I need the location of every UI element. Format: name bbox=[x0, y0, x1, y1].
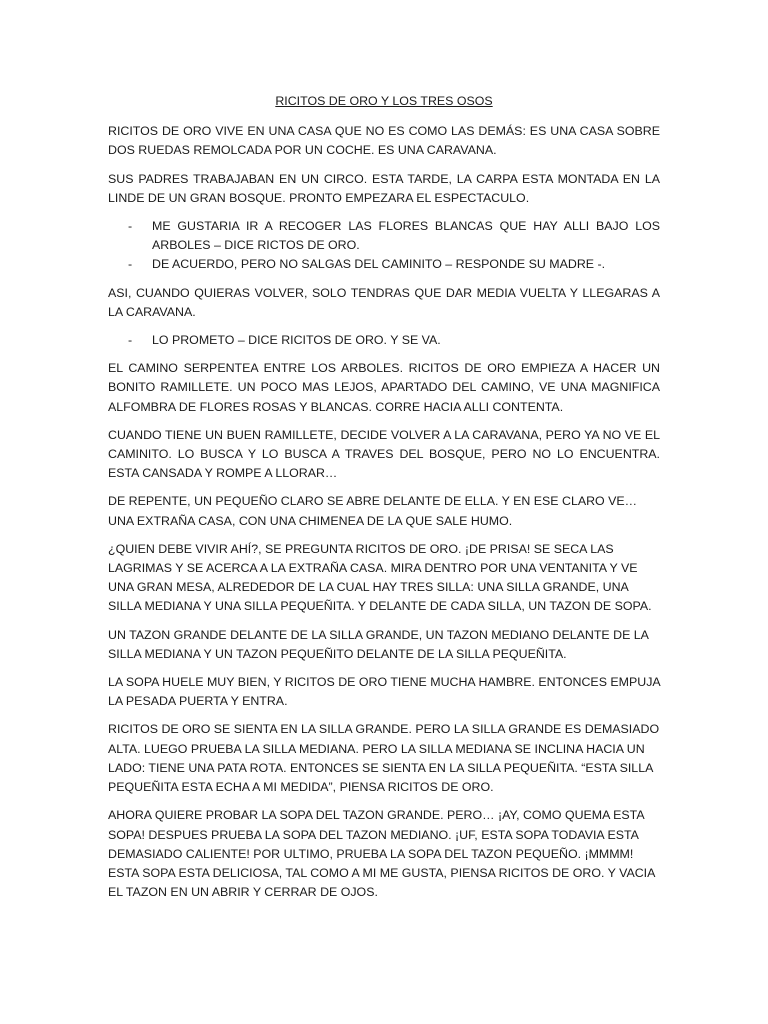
dialogue-text: LO PROMETO – DICE RICITOS DE ORO. Y SE VA. bbox=[152, 333, 441, 348]
paragraph-7: ¿QUIEN DEBE VIVIR AHÍ?, SE PREGUNTA RICITOS DE ORO. ¡DE PRISA! SE SECA LAS LAGRIMAS Y SE ACERCA A LA EXTRAÑA CASA. MIRA DENTRO POR UNA VENTANITA Y VE UNA GRAN MESA, ALREDEDOR DE LA CUAL HAY TRES SILLA: UNA SILLA GRANDE, UNA SILLA MEDIANA Y UNA SILLA PEQUEÑITA. Y DELANTE DE CADA SILLA, UN TAZON DE SOPA. bbox=[108, 541, 652, 614]
dialogue-text: ME GUSTARIA IR A RECOGER LAS FLORES BLANCAS QUE HAY ALLI BAJO LOS ARBOLES – DICE RICTOS DE ORO. bbox=[152, 219, 660, 253]
paragraph-4: EL CAMINO SERPENTEA ENTRE LOS ARBOLES. RICITOS DE ORO EMPIEZA A HACER UN BONITO RAMILLETE. UN POCO MAS LEJOS, APARTADO DEL CAMINO, VE UNA MAGNIFICA ALFOMBRA DE FLORES ROSAS Y BLANCAS. CORRE HACIA ALLI CONTENTA. bbox=[108, 361, 660, 414]
paragraph-8: UN TAZON GRANDE DELANTE DE LA SILLA GRANDE, UN TAZON MEDIANO DELANTE DE LA SILLA MEDIANA Y UN TAZON PEQUEÑITO DELANTE DE LA SILLA PEQUEÑITA. bbox=[108, 627, 649, 661]
paragraph-5: CUANDO TIENE UN BUEN RAMILLETE, DECIDE VOLVER A LA CARAVANA, PERO YA NO VE EL CAMINITO. LO BUSCA Y LO BUSCA A TRAVES DEL BOSQUE, PERO NO LO ENCUENTRA. ESTA CANSADA Y ROMPE A LLORAR… bbox=[108, 427, 660, 481]
dash-bullet: - bbox=[128, 257, 133, 272]
dialogue-list-1 bbox=[108, 217, 660, 275]
document-title: RICITOS DE ORO Y LOS TRES OSOS bbox=[275, 94, 493, 108]
dash-bullet: - bbox=[128, 333, 133, 348]
dialogue-list-2 bbox=[108, 331, 660, 350]
paragraph-10: RICITOS DE ORO SE SIENTA EN LA SILLA GRANDE. PERO LA SILLA GRANDE ES DEMASIADO ALTA. LUEGO PRUEBA LA SILLA MEDIANA. PERO LA SILLA MEDIANA SE INCLINA HACIA UN LADO: TIENE UNA PATA ROTA. ENTONCES SE SIENTA EN LA SILLA PEQUEÑITA. “ESTA SILLA PEQUEÑITA ESTA ECHA A MI MEDIDA”, PIENSA RICITOS DE ORO. bbox=[108, 722, 660, 795]
paragraph-6: DE REPENTE, UN PEQUEÑO CLARO SE ABRE DELANTE DE ELLA. Y EN ESE CLARO VE…UNA EXTRAÑA CASA, CON UNA CHIMENEA DE LA QUE SALE HUMO. bbox=[108, 494, 638, 528]
paragraph-9: LA SOPA HUELE MUY BIEN, Y RICITOS DE ORO TIENE MUCHA HAMBRE. ENTONCES EMPUJA LA PESADA PUERTA Y ENTRA. bbox=[108, 675, 660, 709]
dialogue-text: DE ACUERDO, PERO NO SALGAS DEL CAMINITO – RESPONDE SU MADRE -. bbox=[152, 257, 606, 272]
paragraph-1: RICITOS DE ORO VIVE EN UNA CASA QUE NO ES COMO LAS DEMÁS: ES UNA CASA SOBRE DOS RUEDAS REMOLCADA POR UN COCHE. ES UNA CARAVANA. bbox=[108, 124, 660, 158]
dialogue-item bbox=[108, 255, 660, 274]
paragraph-2: SUS PADRES TRABAJABAN EN UN CIRCO. ESTA TARDE, LA CARPA ESTA MONTADA EN LA LINDE DE UN GRAN BOSQUE. PRONTO EMPEZARA EL ESPECTACULO. bbox=[108, 171, 660, 205]
dialogue-item bbox=[108, 217, 660, 255]
document-page bbox=[108, 92, 660, 911]
dash-bullet: - bbox=[128, 219, 133, 234]
paragraph-3: ASI, CUANDO QUIERAS VOLVER, SOLO TENDRAS QUE DAR MEDIA VUELTA Y LLEGARAS A LA CARAVANA. bbox=[108, 285, 660, 319]
dialogue-item bbox=[108, 331, 660, 350]
paragraph-11: AHORA QUIERE PROBAR LA SOPA DEL TAZON GRANDE. PERO… ¡AY, COMO QUEMA ESTA SOPA! DESPUES PRUEBA LA SOPA DEL TAZON MEDIANO. ¡UF, ESTA SOPA TODAVIA ESTA DEMASIADO CALIENTE! POR ULTIMO, PRUEBA LA SOPA DEL TAZON PEQUEÑO. ¡MMMM! ESTA SOPA ESTA DELICIOSA, TAL COMO A MI ME GUSTA, PIENSA RICITOS DE ORO. Y VACIA EL TAZON EN UN ABRIR Y CERRAR DE OJOS. bbox=[108, 808, 655, 900]
